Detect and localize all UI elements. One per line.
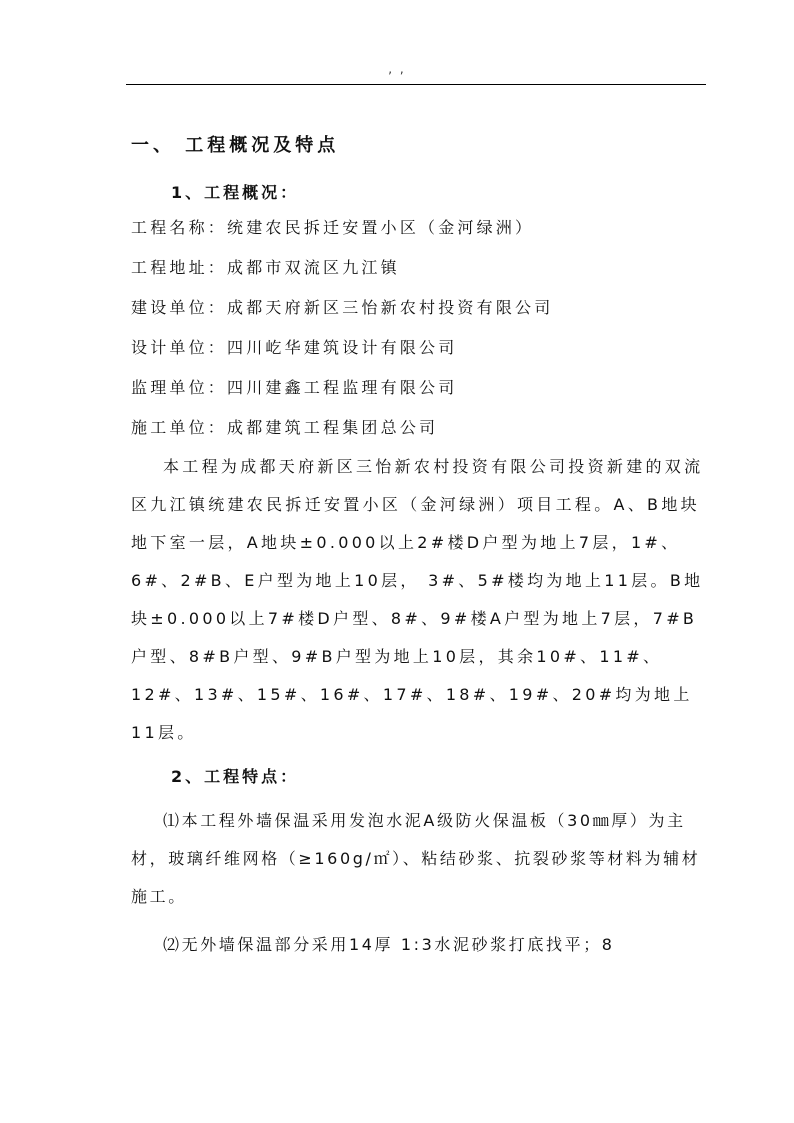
info-label: 工程名称： [131,218,228,237]
info-label: 监理单位： [131,378,228,397]
info-line [131,208,709,248]
subsection-title-features: 2、工程特点： [171,767,300,786]
section-title: 一、 工程概况及特点 [131,135,340,156]
info-value: 成都建筑工程集团总公司 [227,418,439,437]
page-header-mark: , , [388,62,406,76]
info-label: 设计单位： [131,338,228,357]
info-line [131,408,709,448]
feature-item: ⑴本工程外墙保温采用发泡水泥A级防火保温板（30㎜厚）为主材，玻璃纤维网格（≥160g/㎡）、粘结砂浆、抗裂砂浆等材料为辅材施工。 [131,811,701,906]
info-value: 四川屹华建筑设计有限公司 [227,338,458,357]
info-label: 工程地址： [131,258,228,277]
feature-item: ⑵无外墙保温部分采用14厚 1:3水泥砂浆打底找平；8 [163,935,615,954]
info-value: 四川建鑫工程监理有限公司 [227,378,458,397]
info-value: 成都天府新区三怡新农村投资有限公司 [227,298,554,317]
info-line [131,248,709,288]
document-body [131,128,709,964]
info-line [131,328,709,368]
overview-paragraph: 本工程为成都天府新区三怡新农村投资有限公司投资新建的双流区九江镇统建农民拆迁安置小区（金河绿洲）项目工程。A、B地块地下室一层，A地块±0.000以上2#楼D户型为地上7层，1#、6#、2#B、E户型为地上10层， 3#、5#楼均为地上11层。B地块±0.000以上7#楼D户型、8#、9#楼A户型为地上7层，7#B户型、8#B户型、9#B户型为地上10层，其余10#、11#、12#、13#、15#、16#、17#、18#、19#、20#均为地上11层。 [131,457,704,742]
header-divider [126,84,706,85]
info-line [131,368,709,408]
info-line [131,288,709,328]
info-value: 统建农民拆迁安置小区（金河绿洲） [227,218,535,237]
info-label: 施工单位： [131,418,228,437]
info-value: 成都市双流区九江镇 [227,258,400,277]
subsection-title-overview: 1、工程概况： [171,183,300,202]
info-label: 建设单位： [131,298,228,317]
project-info-list [131,208,709,448]
